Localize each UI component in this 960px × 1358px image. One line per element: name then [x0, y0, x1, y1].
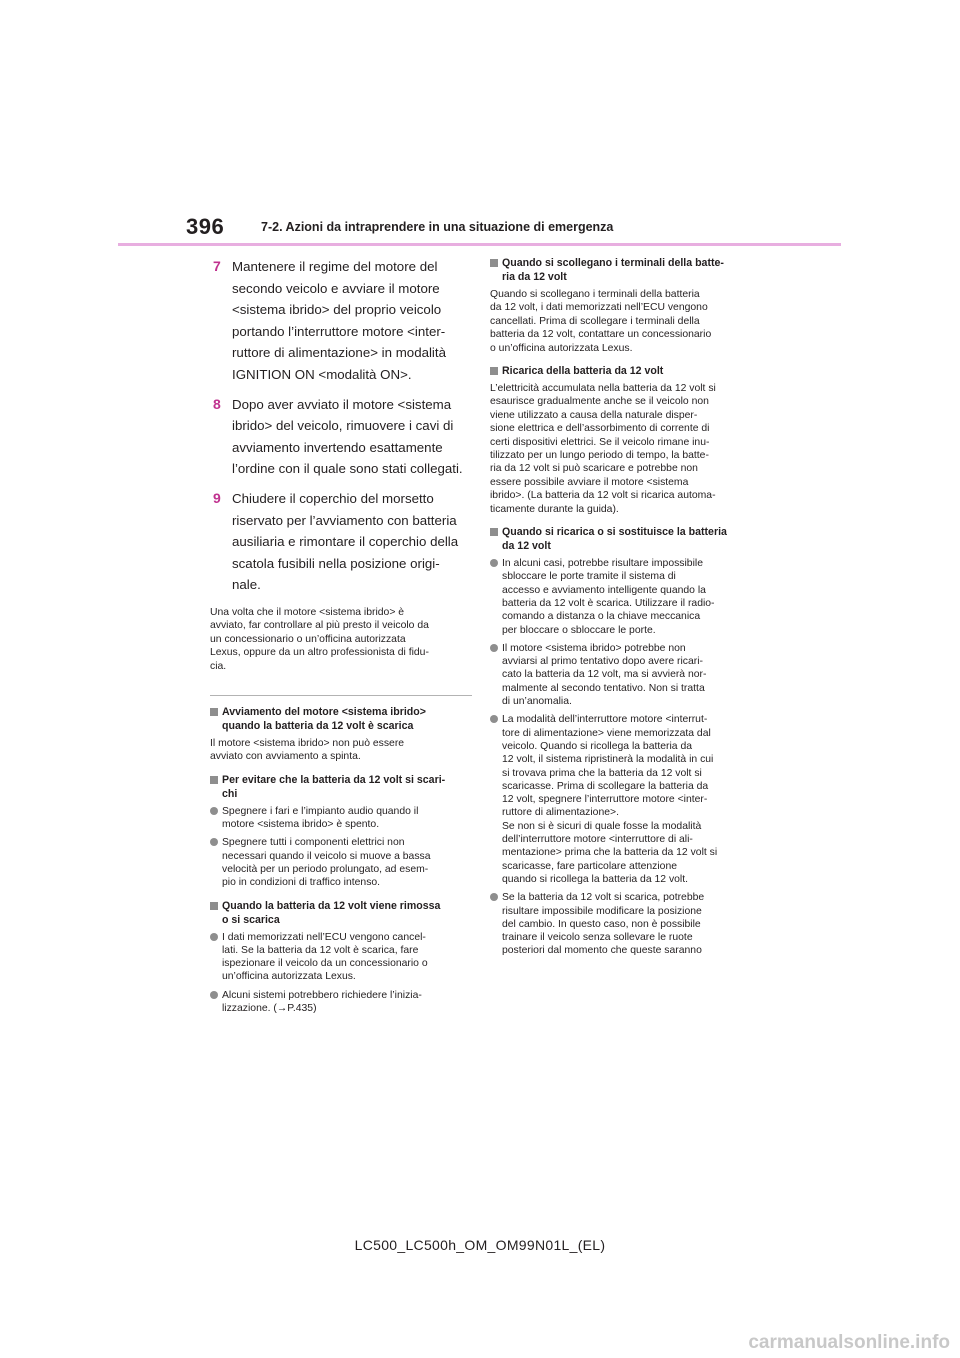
- text-line: Se la batteria da 12 volt si scarica, potrebbe: [502, 892, 705, 904]
- text-line: risultare impossibile modificare la posizione: [502, 905, 702, 917]
- text-line: Il motore <sistema ibrido> non può essere: [210, 737, 405, 749]
- text-line: quando si ricollega la batteria da 12 volt.: [502, 873, 688, 885]
- text-line: comando a distanza o la chiave meccanica: [502, 611, 701, 623]
- text-line: avviato con avviamento a spinta.: [210, 751, 361, 763]
- text-line: tilizzato per un lungo periodo di tempo, la batte-: [490, 450, 709, 462]
- square-bullet-icon: [210, 776, 218, 784]
- bullet-item: [490, 891, 758, 957]
- circle-bullet-icon: [210, 991, 218, 999]
- left-sections: [210, 705, 472, 1015]
- info-section: [210, 705, 472, 764]
- text-line: Se non si è sicuri di quale fosse la modalità: [502, 820, 702, 832]
- text-line: Quando la batteria da 12 volt viene rimossa: [222, 899, 441, 912]
- text-line: ria da 12 volt: [502, 271, 567, 283]
- text-line: ibrido>. (La batteria da 12 volt si ricarica automa-: [490, 490, 716, 502]
- text-line: da 12 volt: [502, 540, 551, 553]
- text-line: ausiliaria e rimontare il coperchio della: [232, 534, 459, 550]
- text-line: portando l’interruttore motore <inter-: [232, 323, 446, 339]
- text-line: scaricasse, fare particolare attenzione: [502, 860, 677, 872]
- info-section: [490, 364, 758, 516]
- text-line: IGNITION ON <modalità ON>.: [232, 366, 412, 382]
- text-line: un concessionario o un’officina autorizzata: [210, 633, 406, 645]
- text-line: I dati memorizzati nell’ECU vengono cancel-: [222, 931, 426, 943]
- bullet-item: [490, 557, 758, 637]
- text-line: Il motore <sistema ibrido> potrebbe non: [502, 642, 686, 654]
- text-line: certi dispositivi elettrici. Se il veicolo rimane inu-: [490, 436, 710, 448]
- section-paragraph: [490, 288, 758, 355]
- section-heading: [210, 773, 472, 801]
- text-line: necessari quando il veicolo si muove a bassa: [222, 850, 431, 862]
- text-line: ruttore di alimentazione>.: [502, 807, 619, 819]
- text-line: ibrido> del veicolo, rimuovere i cavi di: [232, 418, 454, 434]
- text-line: o si scarica: [222, 913, 280, 926]
- section-heading: [210, 705, 472, 733]
- text-line: velocità per un periodo prolungato, ad esem-: [222, 863, 429, 875]
- text-line: batteria da 12 volt, contattare un concessionario: [490, 329, 712, 341]
- section-heading: [490, 364, 758, 378]
- text-line: quando la batteria da 12 volt è scarica: [222, 719, 414, 732]
- text-line: dell’interruttore motore <interruttore di ali-: [502, 834, 693, 846]
- bullet-item: [210, 931, 472, 984]
- step-number: 7: [213, 258, 221, 274]
- text-line: scaricasse. Prima di scollegare la batteria da: [502, 780, 709, 792]
- circle-bullet-icon: [210, 838, 218, 846]
- text-line: avviamento invertendo esattamente: [232, 439, 443, 455]
- text-line: o un’officina autorizzata Lexus.: [490, 342, 633, 354]
- text-line: avviato, far controllare al più presto il veicolo da: [210, 620, 429, 632]
- text-line: avviarsi al primo tentativo dopo avere ricari-: [502, 656, 703, 668]
- text-line: motore <sistema ibrido> è spento.: [222, 819, 380, 831]
- text-line: ticamente durante la guida).: [490, 503, 619, 515]
- right-sections: [490, 256, 758, 958]
- text-line: ispezionare il veicolo da un concessionario o: [222, 958, 428, 970]
- text-line: cato la batteria da 12 volt, ma si avvierà nor-: [502, 669, 707, 681]
- text-line: cancellati. Prima di scollegare i terminali della: [490, 315, 700, 327]
- bullet-item: [210, 805, 472, 832]
- info-section: [490, 525, 758, 958]
- text-line: Spegnere tutti i componenti elettrici non: [222, 837, 405, 849]
- header-title: 7-2. Azioni da intraprendere in una situazione di emergenza: [261, 220, 614, 234]
- text-line: sione elettrica e dell’assorbimento di corrente di: [490, 423, 710, 435]
- text-line: si trovava prima che la batteria da 12 volt si: [502, 767, 702, 779]
- note-paragraph: [210, 606, 472, 673]
- text-line: sbloccare le porte tramite il sistema di: [502, 571, 676, 583]
- text-line: Lexus, oppure da un altro professionista di fidu-: [210, 647, 429, 659]
- text-line: cia.: [210, 660, 227, 672]
- step-number: 9: [213, 489, 221, 506]
- text-line: ria da 12 volt si può scaricare e potrebbe non: [490, 463, 698, 475]
- text-line: l’ordine con il quale sono stati collegati.: [232, 461, 463, 477]
- section-paragraph: [490, 382, 758, 516]
- circle-bullet-icon: [490, 715, 498, 723]
- right-column: [490, 256, 758, 967]
- circle-bullet-icon: [210, 933, 218, 941]
- circle-bullet-icon: [210, 807, 218, 815]
- page-number: 396: [186, 214, 225, 239]
- step-text: [232, 394, 472, 480]
- text-line: Dopo aver avviato il motore <sistema: [232, 396, 452, 412]
- step-item: [210, 394, 472, 480]
- text-line: un’officina autorizzata Lexus.: [222, 971, 356, 983]
- bullet-item: [210, 989, 472, 1016]
- text-line: del cambio. In questo caso, non è possibile: [502, 918, 701, 930]
- step-text: [232, 256, 472, 386]
- text-line: ruttore di alimentazione> in modalità: [232, 345, 446, 361]
- text-line: Per evitare che la batteria da 12 volt si scari-: [222, 773, 446, 786]
- step-number: 8: [213, 395, 221, 412]
- section-heading: [490, 525, 758, 553]
- text-line: Chiudere il coperchio del morsetto: [232, 490, 434, 506]
- text-line: Una volta che il motore <sistema ibrido> è: [210, 606, 405, 618]
- text-line: essere possibile avviare il motore <sistema: [490, 476, 689, 488]
- text-line: secondo veicolo e avviare il motore: [232, 280, 440, 296]
- section-divider: [210, 695, 472, 696]
- step-item: [210, 488, 472, 596]
- text-line: pio in condizioni di traffico intenso.: [222, 877, 381, 889]
- left-column: [210, 256, 472, 1024]
- square-bullet-icon: [210, 708, 218, 716]
- section-heading: [210, 899, 472, 927]
- text-line: nale.: [232, 577, 261, 593]
- footer-code: LC500_LC500h_OM_OM99N01L_(EL): [354, 1237, 606, 1253]
- text-line: lizzazione. (→P.435): [222, 1003, 317, 1015]
- text-line: per bloccare o sbloccare le porte.: [502, 624, 656, 636]
- text-line: 12 volt, il sistema ripristinerà la modalità in cui: [502, 754, 714, 766]
- circle-bullet-icon: [490, 559, 498, 567]
- text-line: scatola fusibili nella posizione origi-: [232, 555, 440, 571]
- text-line: Quando si scollegano i terminali della batteria: [490, 289, 700, 300]
- text-line: Quando si scollegano i terminali della batte-: [502, 257, 724, 269]
- info-section: [210, 773, 472, 890]
- text-line: posteriori dal momento che queste saranno: [502, 945, 702, 957]
- text-line: veicolo. Quando si ricollega la batteria da: [502, 740, 693, 752]
- square-bullet-icon: [210, 902, 218, 910]
- text-line: di un’anomalia.: [502, 696, 572, 708]
- section-paragraph: [210, 737, 472, 764]
- text-line: L’elettricità accumulata nella batteria da 12 volt si: [490, 383, 716, 395]
- text-line: Ricarica della batteria da 12 volt: [502, 365, 664, 378]
- info-section: [210, 899, 472, 1016]
- bullet-item: [490, 642, 758, 708]
- text-line: La modalità dell’interruttore motore <interrut-: [502, 714, 708, 726]
- text-line: mentazione> prima che la batteria da 12 volt si: [502, 847, 718, 859]
- header-rule: [118, 243, 841, 246]
- bullet-item: [490, 713, 758, 886]
- text-line: batteria da 12 volt è scarica. Utilizzare il radio-: [502, 597, 715, 609]
- text-line: viene utilizzato a causa della naturale disper-: [490, 409, 698, 421]
- square-bullet-icon: [490, 528, 498, 536]
- text-line: riservato per l’avviamento con batteria: [232, 512, 457, 528]
- text-line: Quando si ricarica o si sostituisce la batteria: [502, 526, 727, 539]
- bullet-item: [210, 836, 472, 889]
- circle-bullet-icon: [490, 893, 498, 901]
- text-line: esaurisce gradualmente anche se il veicolo non: [490, 396, 709, 408]
- text-line: chi: [222, 787, 238, 800]
- steps-list: [210, 256, 472, 596]
- circle-bullet-icon: [490, 644, 498, 652]
- text-line: Avviamento del motore <sistema ibrido>: [222, 705, 426, 718]
- text-line: In alcuni casi, potrebbe risultare impossibile: [502, 558, 703, 570]
- watermark: carmanualsonline.info: [748, 1332, 950, 1353]
- text-line: malmente al secondo tentativo. Non si tratta: [502, 682, 705, 694]
- text-line: accesso e avviamento intelligente quando la: [502, 584, 706, 596]
- square-bullet-icon: [490, 259, 498, 267]
- text-line: Spegnere i fari e l’impianto audio quando il: [222, 805, 419, 817]
- text-line: trainare il veicolo senza sollevare le ruote: [502, 932, 693, 944]
- step-text: [232, 488, 472, 596]
- text-line: da 12 volt, i dati memorizzati nell’ECU vengono: [490, 302, 708, 314]
- info-section: [490, 256, 758, 355]
- text-line: 12 volt, spegnere l’interruttore motore <inter-: [502, 794, 708, 806]
- square-bullet-icon: [490, 367, 498, 375]
- text-line: lati. Se la batteria da 12 volt è scarica, fare: [222, 944, 419, 956]
- step-item: [210, 256, 472, 386]
- text-line: Mantenere il regime del motore del: [232, 259, 438, 274]
- text-line: tore di alimentazione> viene memorizzata dal: [502, 727, 711, 739]
- text-line: Alcuni sistemi potrebbero richiedere l’inizia-: [222, 989, 422, 1001]
- section-heading: [490, 256, 758, 284]
- text-line: <sistema ibrido> del proprio veicolo: [232, 302, 442, 318]
